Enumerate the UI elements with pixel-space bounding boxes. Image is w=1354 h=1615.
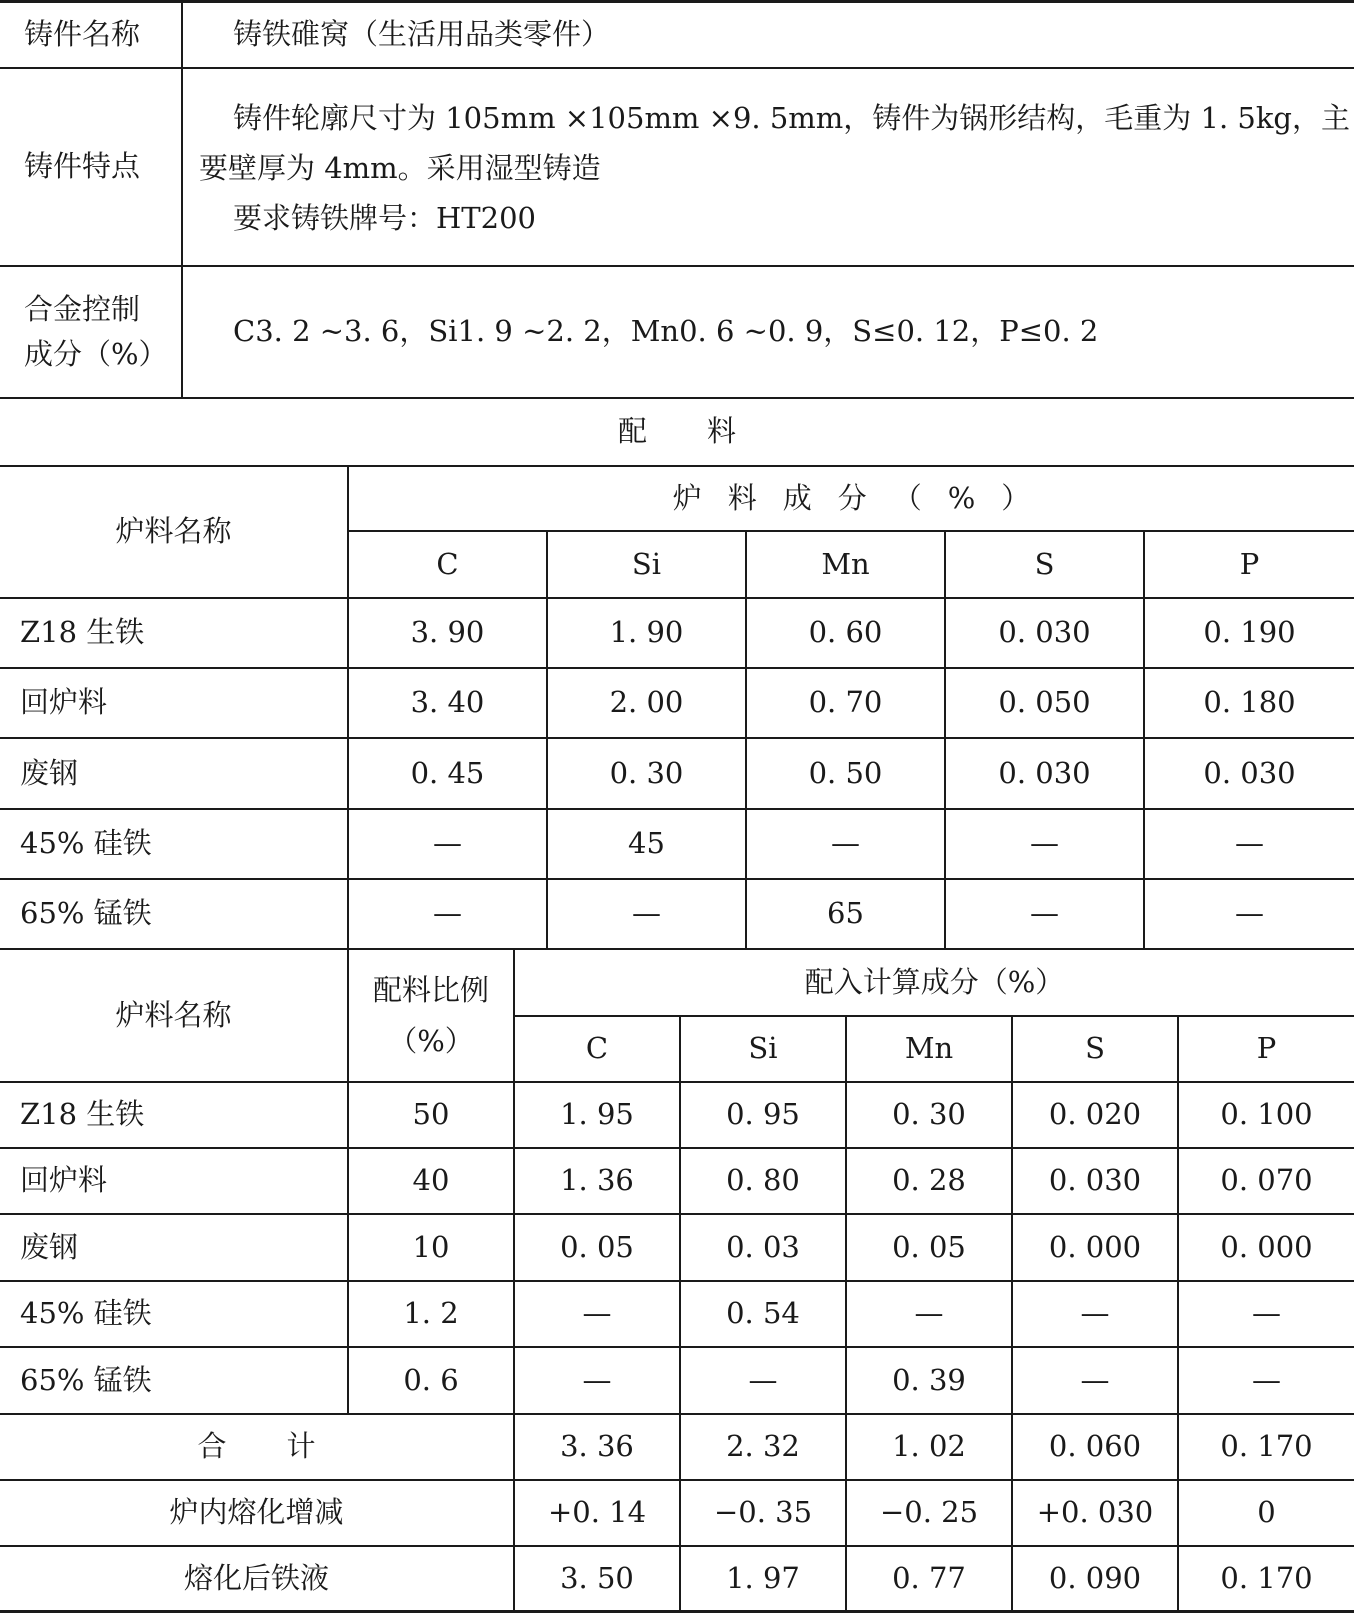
summary-total-label: 合计 [197,1429,376,1464]
calc-row-name: 回炉料 [20,1163,108,1198]
summary-cell: 0. 77 [892,1560,966,1595]
charge-cell: 0. 050 [998,685,1091,720]
charge-cell: 65 [827,896,864,931]
calc-cell: — [1080,1362,1110,1397]
charge-col-header: P [1239,546,1260,581]
summary-cell: 0. 170 [1220,1429,1313,1464]
summary-cell: 0. 090 [1048,1560,1142,1595]
charge-row-name: 回炉料 [20,685,108,720]
charge-cell: 0. 30 [609,755,684,790]
calc-ratio-header-line2: （%） [388,1023,474,1058]
calc-col-header: C [585,1031,609,1066]
calc-cell: 0. 54 [726,1296,800,1331]
charge-row-name: 废钢 [20,755,79,790]
charge-cell: 3. 40 [410,685,485,720]
charge-cell: — [433,826,462,861]
calc-cell: 1. 36 [560,1163,634,1198]
alloy-label-line2: 成分（%） [24,337,168,371]
calc-col-header: S [1085,1031,1105,1066]
charge-cell: — [632,896,661,931]
summary-cell: 0. 170 [1220,1560,1313,1595]
charge-row-name: 65% 锰铁 [20,896,152,931]
calc-cell: 0. 020 [1048,1097,1142,1132]
summary-cell: +0. 030 [1036,1495,1154,1530]
calc-cell: 0. 03 [726,1229,800,1264]
alloy-control-label [0,267,181,397]
charge-cell: — [433,896,462,931]
calc-row-name: 45% 硅铁 [20,1296,152,1331]
summary-cell: +0. 14 [547,1495,647,1530]
casting-features-line3: 要求铸铁牌号：HT200 [233,201,536,235]
calc-cell: — [1080,1296,1110,1331]
charge-cell: 1. 90 [609,615,684,650]
charge-cell: 0. 50 [808,755,883,790]
charge-cell: 0. 030 [998,755,1091,790]
calc-cell: 0. 95 [726,1097,800,1132]
calc-ratio-header-line1: 配料比例 [372,972,489,1007]
calc-cell: 0. 070 [1220,1163,1313,1198]
calc-cell: — [914,1296,944,1331]
calc-cell: 1. 95 [560,1097,634,1132]
calc-name-header: 炉料名称 [115,997,232,1032]
charge-cell: 0. 70 [808,685,883,720]
charge-cell: — [831,826,860,861]
calc-cell: — [1252,1296,1281,1331]
calc-cell: — [748,1362,778,1397]
charge-col-header: C [436,546,459,581]
charge-row-name: 45% 硅铁 [20,826,152,861]
casting-features-label: 铸件特点 [24,149,141,184]
summary-cell: −0. 25 [879,1495,979,1530]
charge-cell: 3. 90 [410,615,485,650]
calc-cell: 0. 39 [892,1362,966,1397]
calc-ratio-cell: 0. 6 [403,1362,459,1397]
alloy-control-value: C3. 2 ~3. 6，Si1. 9 ~2. 2，Mn0. 6 ~0. 9，S≤0. 12，P≤0. 2 [233,314,1099,349]
summary-cell: 0 [1257,1495,1276,1530]
calc-ratio-cell: 10 [412,1229,450,1264]
calc-cell: 0. 100 [1220,1097,1313,1132]
calc-cell: 0. 05 [892,1229,966,1264]
casting-features-line2: 要壁厚为 4mm。采用湿型铸造 [199,151,601,185]
charge-cell: 0. 180 [1203,685,1296,720]
calc-col-header: Mn [904,1031,954,1066]
calc-cell: 0. 000 [1220,1229,1313,1264]
summary-cell: 1. 97 [726,1560,800,1595]
summary-cell: 1. 02 [892,1429,966,1464]
calc-cell: — [1252,1362,1281,1397]
alloy-label-line1: 合金控制 [24,292,141,327]
charge-cell: — [1030,896,1059,931]
summary-cell: 3. 50 [560,1560,634,1595]
casting-name-value: 铸铁碓窝（生活用品类零件） [233,17,611,52]
summary-cell: 0. 060 [1048,1429,1142,1464]
charge-row-name: Z18 生铁 [20,615,145,650]
charge-cell: 45 [628,826,665,861]
calc-cell: — [582,1296,612,1331]
charge-name-header: 炉料名称 [115,514,232,549]
calc-cell: 0. 80 [726,1163,800,1198]
calc-ratio-cell: 1. 2 [403,1296,459,1331]
summary-cell: 3. 36 [560,1429,634,1464]
calc-col-header: P [1256,1031,1277,1066]
charge-cell: — [1235,896,1264,931]
charge-col-header: Mn [821,546,870,581]
charge-cell: — [1235,826,1264,861]
charge-col-header: S [1034,546,1055,581]
summary-cell: −0. 35 [713,1495,813,1530]
charge-cell: 0. 030 [1203,755,1296,790]
charge-cell: 2. 00 [609,685,684,720]
casting-features-line1: 铸件轮廓尺寸为 105mm ×105mm ×9. 5mm，铸件为锅形结构，毛重为 1. 5kg，主 [233,101,1350,135]
calc-col-header: Si [748,1031,778,1066]
summary-melt-change-label: 炉内熔化增减 [169,1495,344,1530]
charge-cell: 0. 030 [998,615,1091,650]
charge-cell: 0. 60 [808,615,883,650]
calc-cell: 0. 030 [1048,1163,1142,1198]
calc-cell: 0. 05 [560,1229,634,1264]
rule [0,67,1354,69]
summary-cell: 2. 32 [726,1429,800,1464]
calc-row-name: 65% 锰铁 [20,1362,152,1397]
charge-cell: 0. 190 [1203,615,1296,650]
calc-cell: 0. 30 [892,1097,966,1132]
calc-row-name: Z18 生铁 [20,1097,145,1132]
calc-cell: — [582,1362,612,1397]
calc-group-header: 配入计算成分（%） [804,964,1065,999]
calc-ratio-header [349,950,513,1081]
charge-cell: — [1030,826,1059,861]
charge-col-header: Si [631,546,662,581]
casting-name-label: 铸件名称 [24,17,141,52]
calc-cell: 0. 000 [1048,1229,1142,1264]
charge-cell: 0. 45 [410,755,485,790]
charge-group-header: 炉料成分（%） [672,480,1057,515]
section-title: 配料 [617,414,796,449]
calc-ratio-cell: 40 [412,1163,450,1198]
calc-ratio-cell: 50 [412,1097,450,1132]
summary-molten-iron-label: 熔化后铁液 [183,1560,329,1595]
calc-row-name: 废钢 [20,1229,79,1264]
calc-cell: 0. 28 [892,1163,966,1198]
rule-bottom [0,1610,1354,1613]
